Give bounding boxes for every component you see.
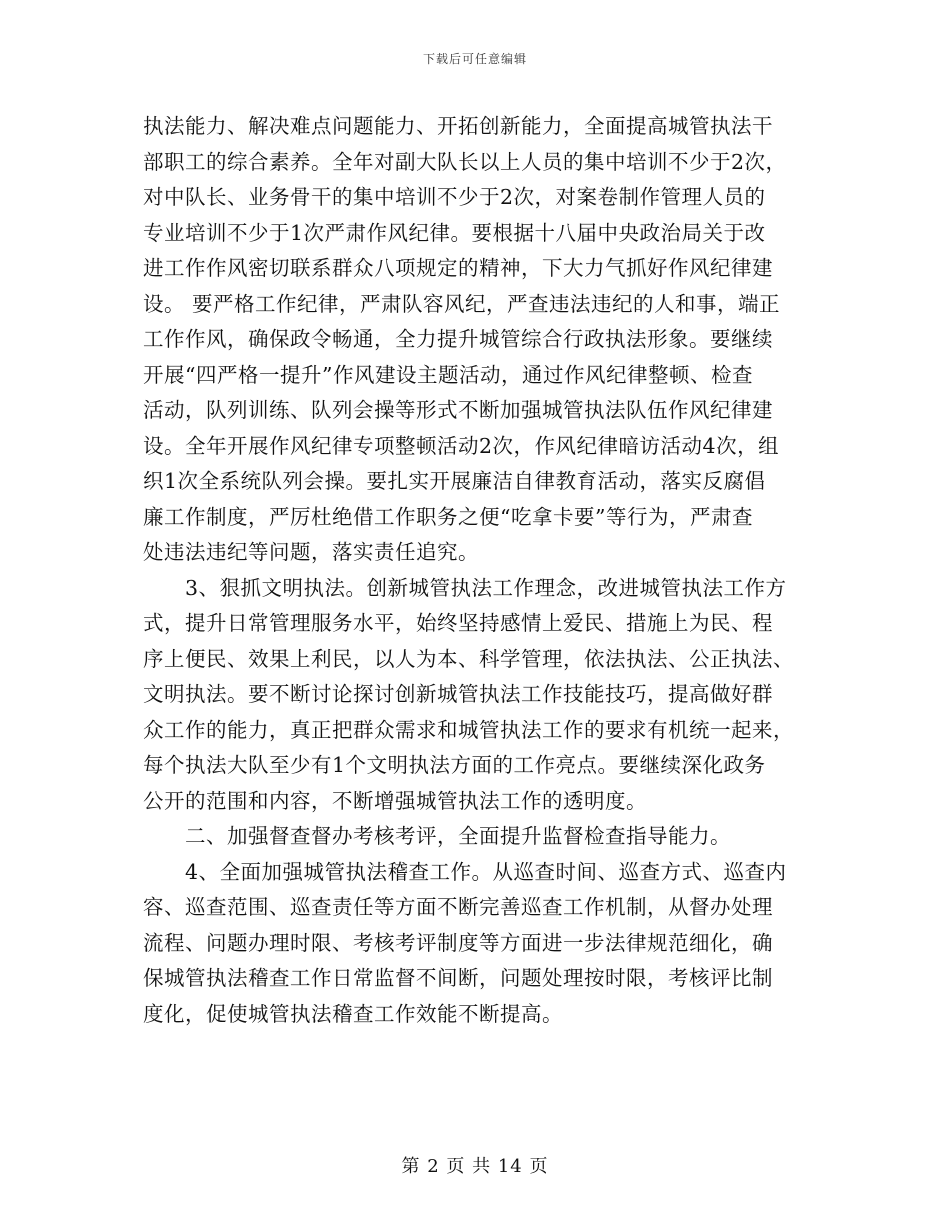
body-line: 部职工的综合素养。全年对副大队长以上人员的集中培训不少于2次， <box>143 149 787 174</box>
body-line: 度化，促使城管执法稽查工作效能不断提高。 <box>143 1001 563 1026</box>
body-line: 活动，队列训练、队列会操等形式不断加强城管执法队伍作风纪律建 <box>143 398 773 422</box>
body-line: 3、狠抓文明执法。创新城管执法工作理念，改进城管执法工作方 <box>143 575 787 600</box>
body-line: 4、全面加强城管执法稽查工作。从巡查时间、巡查方式、巡查内 <box>143 859 787 884</box>
body-line: 设。全年开展作风纪律专项整顿活动2次，作风纪律暗访活动4次，组 <box>143 433 780 458</box>
body-line: 流程、问题办理时限、考核考评制度等方面进一步法律规范细化，确 <box>143 930 773 955</box>
body-line: 式，提升日常管理服务水平，始终坚持感情上爱民、措施上为民、程 <box>143 611 773 635</box>
body-line: 进工作作风密切联系群众八项规定的精神，下大力气抓好作风纪律建 <box>143 256 773 280</box>
page-header: 下载后可任意编辑 <box>422 52 527 66</box>
body-line: 容、巡查范围、巡查责任等方面不断完善巡查工作机制，从督办处理 <box>143 895 773 919</box>
body-line: 文明执法。要不断讨论探讨创新城管执法工作技能技巧，提高做好群 <box>143 682 773 706</box>
document-body <box>143 109 808 1032</box>
body-line: 开展“四严格一提升”作风建设主题活动，通过作风纪律整顿、检查 <box>143 362 753 387</box>
body-line: 每个执法大队至少有1个文明执法方面的工作亮点。要继续深化政务 <box>143 753 766 777</box>
body-line: 廉工作制度，严厉杜绝借工作职务之便“吃拿卡要”等行为，严肃查 <box>143 504 753 529</box>
body-line: 工作作风，确保政令畅通，全力提升城管综合行政执法形象。要继续 <box>143 327 773 351</box>
body-line: 公开的范围和内容，不断增强城管执法工作的透明度。 <box>143 788 647 813</box>
body-line: 设。 要严格工作纪律，严肃队容风纪，严查违法违纪的人和事，端正 <box>143 291 781 316</box>
body-line: 众工作的能力，真正把群众需求和城管执法工作的要求有机统一起来， <box>143 717 794 742</box>
body-line: 执法能力、解决难点问题能力、开拓创新能力，全面提高城管执法干 <box>143 114 773 138</box>
body-line: 二、加强督查督办考核考评，全面提升监督检查指导能力。 <box>143 824 731 848</box>
body-line: 织1次全系统队列会操。要扎实开展廉洁自律教育活动，落实反腐倡 <box>143 469 766 493</box>
body-line: 对中队长、业务骨干的集中培训不少于2次，对案卷制作管理人员的 <box>143 185 766 209</box>
body-line: 专业培训不少于1次严肃作风纪律。要根据十八届中央政治局关于改 <box>143 220 766 245</box>
body-line: 序上便民、效果上利民，以人为本、科学管理，依法执法、公正执法、 <box>143 646 794 671</box>
page-number: 第 2 页 共 14 页 <box>401 1156 549 1177</box>
body-line: 处违法违纪等问题，落实责任追究。 <box>143 540 479 564</box>
body-line: 保城管执法稽查工作日常监督不间断，问题处理按时限，考核评比制 <box>143 966 773 990</box>
